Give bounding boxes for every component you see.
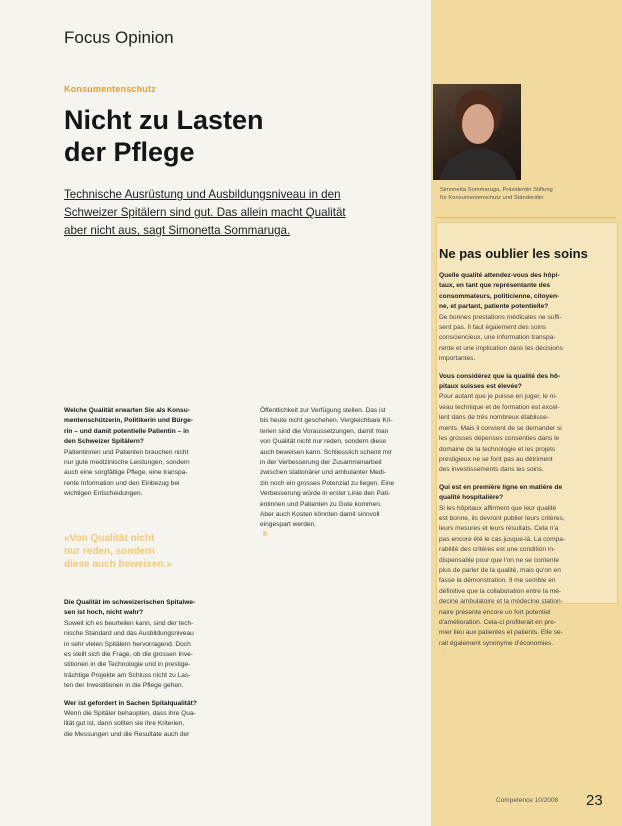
magazine-issue: Competence 10/2008 <box>496 797 559 804</box>
text-line: wichtigen Entscheidungen. <box>64 490 143 498</box>
caption-line: Simonetta Sommaruga, Präsidentin Stiftung <box>440 187 553 193</box>
page-number: 23 <box>586 792 603 809</box>
text-line: consciencieux, une information transpa- <box>439 334 556 342</box>
question-line: sen ist hoch, nicht wahr? <box>64 609 144 617</box>
text-line: domaine de la technologie et les projets <box>439 445 556 453</box>
text-line: nische Standard und das Ausbildungsniveau <box>64 630 194 638</box>
text-line: ments. Mais il convient de se demander si <box>439 424 562 432</box>
text-line: ten der Investitionen in die Pflege gehen. <box>64 682 184 690</box>
text-line: Aber auch Kosten könnten damit sinnvoll <box>260 511 380 519</box>
text-line: veau technique et de formation est excel- <box>439 403 560 411</box>
text-line: importantes. <box>439 355 476 363</box>
text-line: Verbesserung würde in erster Linie den Pati- <box>260 490 391 498</box>
question-line: Welche Qualität erwarten Sie als Konsu- <box>64 407 190 414</box>
text-line: dispensable pour que l'on ne se contente <box>439 556 560 564</box>
question-line: qualité hospitalière? <box>439 494 504 502</box>
end-mark-icon <box>263 531 267 536</box>
question-line: Quelle qualité attendez-vous des hôpi- <box>439 272 560 279</box>
end-mark-icon <box>442 649 446 654</box>
text-line: Öffentlichkeit zur Verfügung stellen. Das ist <box>260 407 386 414</box>
lead-line: Technische Ausrüstung und Ausbildungsniveau in den <box>64 188 341 201</box>
question-line: rin – und damit potentielle Patientin – in <box>64 427 189 435</box>
question-line: Qui est en première ligne en matière de <box>439 483 563 491</box>
text-line: zwischen stationärer und ambulanter Medi- <box>260 469 387 477</box>
text-line: De bonnes prestations médicales ne suffi- <box>439 313 562 321</box>
text-line: Patientinnen und Patienten brauchen nicht <box>64 448 189 456</box>
paragraph-gap <box>439 365 609 372</box>
text-line: les grosses dépenses consenties dans le <box>439 435 560 443</box>
question-line: Wer ist gefordert in Sachen Spitalqualität? <box>64 699 197 707</box>
text-line: rente Information und den Einbezug bei <box>64 479 180 487</box>
question-line: Vous considérez que la qualité des hô- <box>439 372 561 380</box>
text-line: lent dans de très nombreux établisse- <box>439 414 549 422</box>
text-line: decine ambulatoire et la médecine station- <box>439 598 563 606</box>
question-line: consommateurs, politicienne, citoyen- <box>439 292 560 300</box>
text-line: sent pas. Il faut également des soins <box>439 324 547 332</box>
headline-line: Nicht zu Lasten <box>64 105 264 135</box>
text-line: fasse la démonstration. Il me semble en <box>439 577 556 585</box>
article-column-left-bottom <box>64 598 236 740</box>
text-line: eingespart werden. <box>260 520 420 535</box>
french-summary-text <box>439 271 609 654</box>
text-line: Si les hôpitaux affirment que leur qualité <box>439 504 557 512</box>
text-line: entinnen und Patienten zu Gute kommen. <box>260 500 382 508</box>
french-summary-title: Ne pas oublier les soins <box>439 246 588 261</box>
text-line: naire présente encore un fort potentiel <box>439 608 551 616</box>
text-line: auch beweisen kann. Schliesslich scheint mir <box>260 448 392 456</box>
text-line: zin noch ein grosses Potenzial zu liegen. Eine <box>260 479 395 487</box>
question-line: den Schweizer Spitälern? <box>64 438 144 446</box>
text-line: terien sind die Voraussetzungen, damit man <box>260 427 389 435</box>
sidebar-rule <box>436 217 616 218</box>
article-lead <box>64 186 399 240</box>
pull-quote-line: diese auch beweisen.» <box>64 559 172 570</box>
text-line: rait également synonyme d'économies. <box>439 639 609 654</box>
text-line: prestigieux ne se font pas au détriment <box>439 455 553 463</box>
article-column-middle <box>260 406 420 536</box>
text-line: plus de parler de la qualité, mais qu'on en <box>439 566 561 574</box>
text-line: trächtige Projekte am Schluss nicht zu Las- <box>64 671 191 679</box>
text-line: stitionen in die Technologie und in prestige- <box>64 661 191 669</box>
text-line: von Qualität nicht nur reden, sondern diese <box>260 438 387 446</box>
text-line: rabilité des critères est une condition in- <box>439 546 556 554</box>
text-line: in sehr vielen Spitälern hervorragend. Doch <box>64 640 191 648</box>
paragraph-gap <box>64 692 236 699</box>
text-line: lität gut ist, dann sollten sie ihre Kriterien, <box>64 720 185 728</box>
text-line: Soweit ich es beurteilen kann, sind der tech- <box>64 619 194 627</box>
text-line: est bonne, ils devront publier leurs critères, <box>439 514 565 522</box>
question-line: pitaux suisses est élevée? <box>439 383 522 391</box>
text-line: d'amélioration. Cela-ci profiterait en pre- <box>439 619 557 626</box>
text-line: rente et une implication dans les décisions <box>439 344 563 352</box>
section-header: Focus Opinion <box>64 28 174 47</box>
caption-line: für Konsumentenschutz und Ständerätin <box>440 195 544 202</box>
pull-quote-line: nur reden, sondern <box>64 546 156 557</box>
text-line: des investissements dans les soins. <box>439 466 544 474</box>
text-line: Pour autant que je puisse en juger, le ni- <box>439 393 558 401</box>
author-photo <box>433 84 521 180</box>
article-headline <box>64 104 364 168</box>
pull-quote <box>64 532 244 571</box>
text-line: es stellt sich die Frage, ob die grossen Inve- <box>64 651 194 659</box>
text-line: bis heute nicht geschehen. Vergleichbare Kri- <box>260 417 393 425</box>
text-line: die Messungen und die Resultate auch der <box>64 730 190 738</box>
text-line: mier lieu aux patientes et patients. Elle se- <box>439 629 563 637</box>
question-line: taux, en tant que représentante des <box>439 282 551 290</box>
text-line: leurs mesures et leurs résultats. Cela n'a <box>439 525 559 533</box>
article-kicker: Konsumentenschutz <box>64 84 156 94</box>
lead-line: aber nicht aus, sagt Simonetta Sommaruga. <box>64 224 291 237</box>
text-line: in der Verbesserung der Zusammenarbeit <box>260 459 382 467</box>
article-column-left-top <box>64 406 236 500</box>
photo-caption <box>440 186 616 203</box>
lead-line: Schweizer Spitälern sind gut. Das allein macht Qualität <box>64 206 346 219</box>
text-line: pas encore été le cas jusque-là. La compa- <box>439 535 566 543</box>
headline-line: der Pflege <box>64 137 195 167</box>
text-line: nur gute medizinische Leistungen, sondern <box>64 459 190 467</box>
text-line: auch eine sorgfältige Pflege, eine transpa- <box>64 469 188 477</box>
question-line: mentenschützerin, Politikerin und Bürge- <box>64 417 193 425</box>
paragraph-gap <box>439 476 609 483</box>
question-line: Die Qualität im schweizerischen Spitalwe- <box>64 599 196 606</box>
question-line: ne, et partant, patiente potentielle? <box>439 303 549 311</box>
text-line: définitive que la collaboration entre la mé- <box>439 587 562 595</box>
text-line: Wenn die Spitäler behaupten, dass ihre Qua- <box>64 710 196 718</box>
pull-quote-line: «Von Qualität nicht <box>64 533 155 544</box>
